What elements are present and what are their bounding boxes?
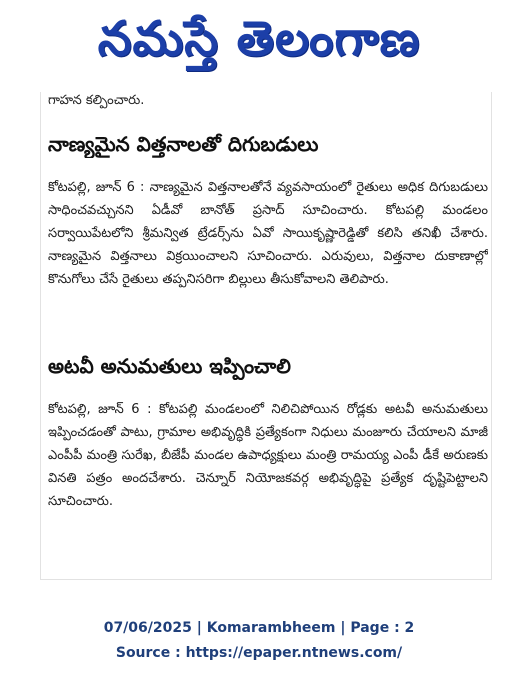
lead-fragment: గాహన కల్పించారు. [48, 93, 145, 108]
story-body-1: కోటపల్లి, జూన్ 6 : నాణ్యమైన విత్తనాలతోనే వ్యవసాయంలో రైతులు అధిక దిగుబడులు సాధించవచ్చునని ఏడీవో బానోత్ ప్రసాద్ సూచించారు. కోటపల్లి మండలం సర్వాయిపేటలోని శ్రీమన్విత ట్రేడర్స్‌ను ఏవో సాయికృష్ణారెడ్డితో కలిసి తనిఖీ చేశారు. నాణ్యమైన విత్తనాలు విక్రయించాలని సూచించారు. ఎరువులు, విత్తనాల దుకాణాల్లో కొనుగోలు చేసే రైతులు తప్పనిసరిగా బిల్లులు తీసుకోవాలని తెలిపారు. [48, 180, 488, 287]
story-body-2: కోటపల్లి, జూన్ 6 : కోటపల్లి మండలంలో నిలిచిపోయిన రోడ్లకు అటవీ అనుమతులు ఇప్పించడంతో పాటు, గ్రామాల అభివృద్ధికి ప్రత్యేకంగా నిధులు మంజూరు చేయాలని మాజీ ఎంపీపీ మంత్రి సురేఖ, బీజేపీ మండల ఉపాధ్యక్షులు మంత్రి రామయ్య ఎంపీ డీకే అరుణకు వినతి పత్రం అందచేశారు. చెన్నూర్ నియోజకవర్గ అభివృద్ధిపై ప్రత్యేక దృష్టిపెట్టాలని సూచించారు. [48, 402, 488, 509]
footer-date-edition: 07/06/2025 | Komarambheem | Page : 2 [103, 620, 415, 636]
masthead-logo: నమస్తే తెలంగాణ [97, 11, 421, 67]
footer-source: Source : https://epaper.ntnews.com/ [115, 645, 403, 661]
headline-1: నాణ్యమైన విత్తనాలతో దిగుబడులు [48, 132, 319, 156]
headline-2: అటవీ అనుమతులు ఇప్పించాలి [48, 354, 291, 378]
masthead [0, 0, 518, 82]
